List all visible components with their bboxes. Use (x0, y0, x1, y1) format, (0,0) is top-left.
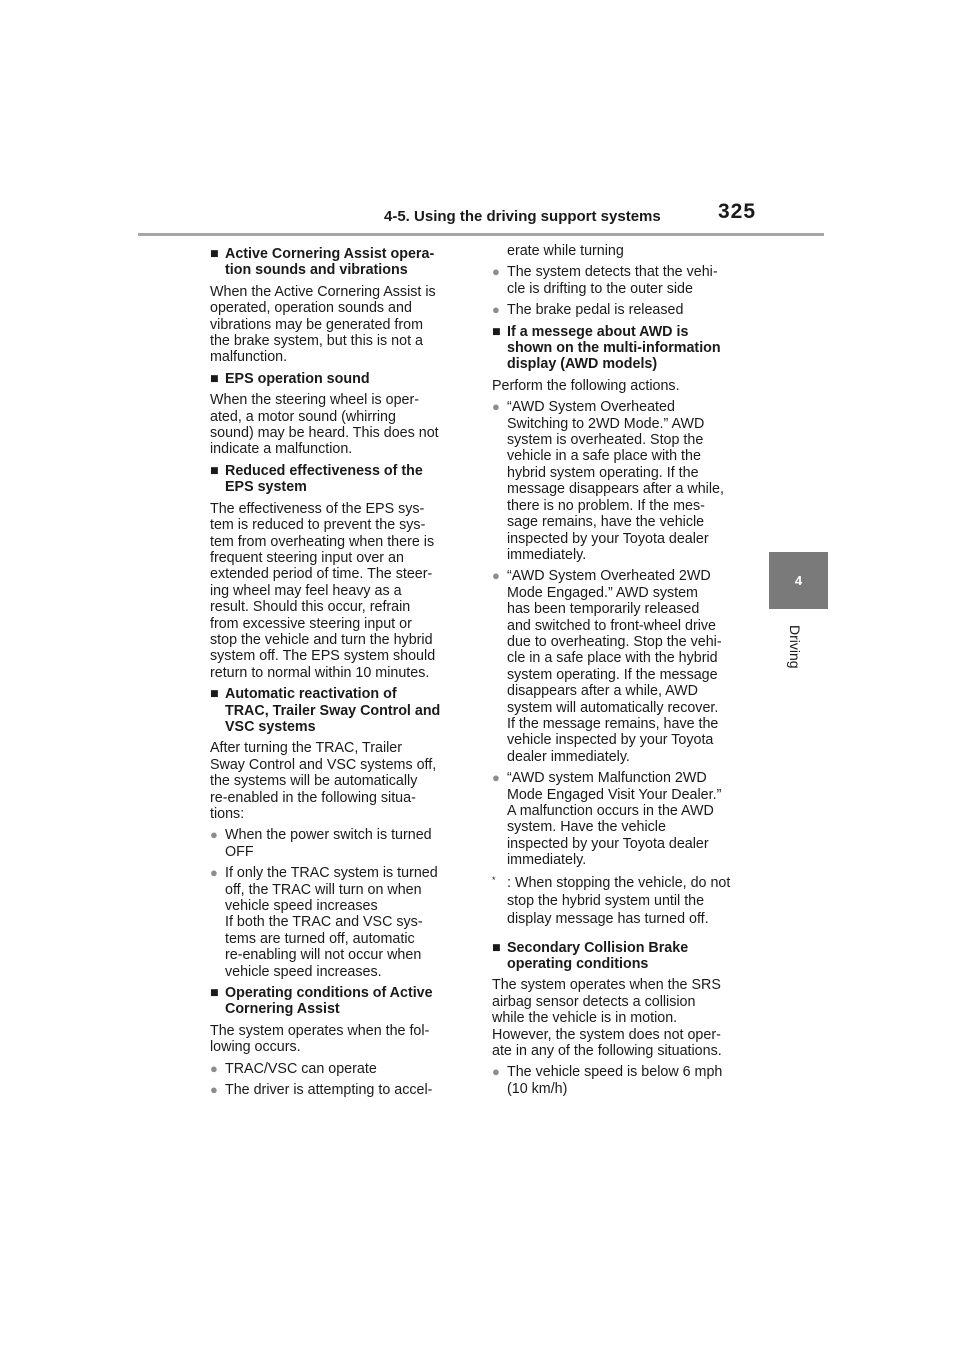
list-item (492, 302, 750, 318)
section-heading (210, 463, 467, 496)
bullet-icon: ● (492, 264, 500, 280)
paragraph: When the steering wheel is oper- ated, a motor sound (whirring sound) may be heard. This does not indicate a malfunction. (210, 392, 439, 458)
list-item (210, 1082, 467, 1098)
paragraph: The effectiveness of the EPS sys- tem is reduced to prevent the sys- tem from overheating when there is frequent steering input over an extended period of time. The steer- ing wheel may feel heavy as a result. Should this occur, refrain from excessive steering input or stop the vehicle and turn the hybrid system off. The EPS system should return to normal within 10 minutes. (210, 500, 436, 681)
heading-text: Operating conditions of Active Cornering Assist (225, 985, 433, 1018)
paragraph: The system operates when the SRS airbag sensor detects a collision while the vehicle is in motion. However, the system does not oper- ate in any of the following situations. (492, 977, 722, 1060)
paragraph: When the Active Cornering Assist is operated, operation sounds and vibrations may be generated from the brake system, but this is not a malfunction. (210, 283, 436, 366)
section-title: 4-5. Using the driving support systems (384, 208, 661, 225)
list-item-text: TRAC/VSC can operate (225, 1060, 377, 1077)
section-heading (210, 371, 467, 387)
list-item-text: The driver is attempting to accel- (225, 1082, 433, 1099)
section-marker-icon: ■ (210, 686, 219, 703)
section-marker-icon: ■ (210, 985, 219, 1002)
list-item (210, 865, 467, 980)
paragraph: After turning the TRAC, Trailer Sway Control and VSC systems off, the systems will be automatically re-enabled in the following situa- tions: (210, 740, 437, 822)
footnote-marker: * (492, 874, 496, 885)
list-item-text: “AWD System Overheated 2WD Mode Engaged.” AWD system has been temporarily released and switched to front-wheel drive due to overheating. Stop the vehi- cle in a safe place with the hybrid system operating. If the message disappears after a while, AWD system will automatically recover. If the message remains, have the vehicle inspected by your Toyota dealer immediately. (507, 568, 722, 765)
section-heading (492, 324, 750, 373)
list-item-text: The vehicle speed is below 6 mph (10 km/h) (507, 1064, 723, 1097)
footnote-text: : When stopping the vehicle, do not stop the hybrid system until the display message has turned off. (507, 874, 731, 927)
bullet-icon: ● (492, 770, 500, 786)
list-item (210, 827, 467, 860)
heading-text: Active Cornering Assist opera- tion sounds and vibrations (225, 246, 435, 279)
list-item-text: “AWD System Overheated Switching to 2WD Mode.” AWD system is overheated. Stop the vehicle in a safe place with the hybrid system operating. If the message disappears after a while, there is no problem. If the mes- sage remains, have the vehicle inspected by your Toyota dealer immediately. (507, 399, 724, 563)
section-heading (210, 246, 467, 279)
bullet-icon: ● (210, 1060, 218, 1076)
header-rule (138, 233, 824, 236)
list-item-text: The brake pedal is released (507, 302, 684, 319)
list-item (492, 1064, 750, 1097)
section-marker-icon: ■ (492, 323, 501, 340)
section-heading (210, 985, 467, 1018)
paragraph: The system operates when the fol- lowing occurs. (210, 1022, 430, 1056)
section-heading (492, 940, 750, 973)
bullet-icon: ● (492, 568, 500, 584)
section-marker-icon: ■ (210, 246, 219, 262)
list-item-text: If only the TRAC system is turned off, the TRAC will turn on when vehicle speed increases If both the TRAC and VSC sys- tems are turned off, automatic re-enabling will not occur when vehicle speed increases. (225, 865, 438, 980)
heading-text: Secondary Collision Brake operating conditions (507, 939, 689, 973)
heading-text: EPS operation sound (225, 370, 370, 387)
page-number: 325 (718, 200, 757, 223)
list-item-text: When the power switch is turned OFF (225, 827, 432, 860)
left-column (210, 243, 467, 1104)
bullet-icon: ● (210, 865, 218, 881)
heading-text: Automatic reactivation of TRAC, Trailer Sway Control and VSC systems (225, 686, 441, 735)
bullet-icon: ● (210, 827, 218, 843)
section-marker-icon: ■ (492, 939, 501, 956)
list-item (210, 1061, 467, 1077)
bullet-icon: ● (492, 1064, 500, 1080)
list-item (492, 568, 750, 765)
bullet-icon: ● (492, 399, 500, 415)
list-item (492, 770, 750, 868)
right-column (492, 243, 750, 1102)
list-item (492, 399, 750, 563)
paragraph: Perform the following actions. (492, 377, 680, 394)
section-marker-icon: ■ (210, 370, 219, 387)
list-item-text: “AWD system Malfunction 2WD Mode Engaged Visit Your Dealer.” A malfunction occurs in the AWD system. Have the vehicle inspected by your Toyota dealer immediately. (507, 770, 722, 869)
list-item-text: The system detects that the vehi- cle is drifting to the outer side (507, 264, 718, 297)
chapter-tab: 4 (769, 552, 828, 609)
heading-text: If a messege about AWD is shown on the multi-information display (AWD models) (507, 323, 721, 373)
heading-text: Reduced effectiveness of the EPS system (225, 462, 423, 496)
section-marker-icon: ■ (210, 462, 219, 479)
footnote (492, 874, 750, 928)
chapter-label: Driving (787, 625, 803, 669)
bullet-icon: ● (210, 1082, 218, 1098)
bullet-icon: ● (492, 302, 500, 318)
list-item-continuation: erate while turning (507, 243, 624, 259)
list-item (492, 264, 750, 297)
section-heading (210, 686, 467, 735)
